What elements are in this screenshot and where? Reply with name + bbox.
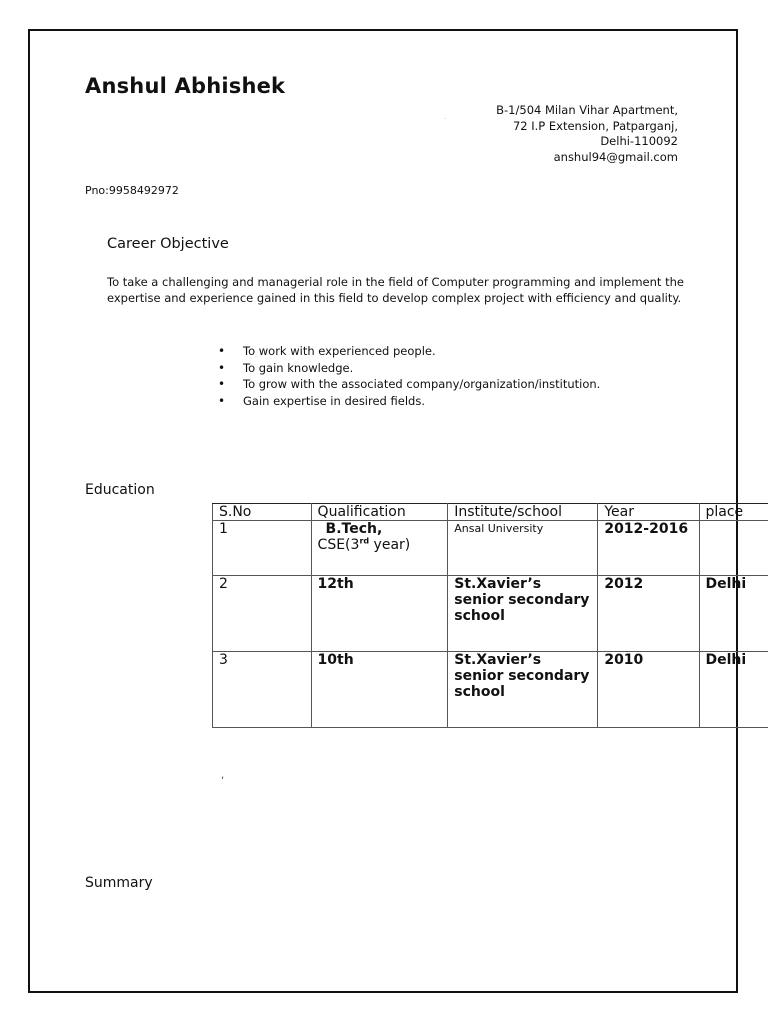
cell-institute: St.Xavier’s senior secondary school [448,576,598,652]
column-header-place: place [699,504,768,521]
list-item: • To grow with the associated company/organization/institution. [218,376,600,393]
summary-heading: Summary [85,875,153,891]
table-row [213,576,768,652]
phone-number: Pno:9958492972 [85,184,179,197]
objective-bullet-list [218,343,600,409]
stray-dot: . [444,113,447,121]
qualification-branch: CSE(3rd year) [317,536,411,553]
cell-year: 2012 [598,576,699,652]
cell-place: Delhi [699,576,768,652]
candidate-name: Anshul Abhishek [85,74,286,98]
table-row [213,652,768,728]
address-block [496,103,678,165]
column-header-institute: Institute/school [448,504,598,521]
cell-institute: St.Xavier’s senior secondary school [448,652,598,728]
cell-qualification: 12th [311,576,448,652]
list-item: • To gain knowledge. [218,360,600,377]
cell-sno: 2 [213,576,312,652]
column-header-sno: S.No [213,504,312,521]
address-line-3: Delhi-110092 [600,134,678,148]
column-header-year: Year [598,504,699,521]
cell-year: 2010 [598,652,699,728]
education-heading: Education [85,482,155,498]
column-header-qualification: Qualification [311,504,448,521]
career-objective-heading: Career Objective [107,236,229,252]
table-row [213,521,768,576]
list-item: • To work with experienced people. [218,343,600,360]
qualification-degree: B.Tech, [325,521,383,537]
career-objective-text: To take a challenging and managerial role in the field of Computer programming and implement the expertise and experience gained in this field to develop complex project with efficiency and quality. [107,275,684,305]
cell-institute: Ansal University [448,521,598,576]
list-item: • Gain expertise in desired fields. [218,393,600,410]
cell-sno: 1 [213,521,312,576]
cell-qualification: 10th [311,652,448,728]
table-header-row [213,504,768,521]
stray-comma: , [221,770,225,781]
address-line-1: B-1/504 Milan Vihar Apartment, [496,103,678,117]
cell-place [699,521,768,576]
email-text: anshul94@gmail.com [553,149,678,164]
education-table [212,503,768,728]
cell-year: 2012-2016 [598,521,699,576]
cell-qualification [311,521,448,576]
cell-sno: 3 [213,652,312,728]
cell-place: Delhi [699,652,768,728]
address-line-2: 72 I.P Extension, Patparganj, [512,118,678,133]
